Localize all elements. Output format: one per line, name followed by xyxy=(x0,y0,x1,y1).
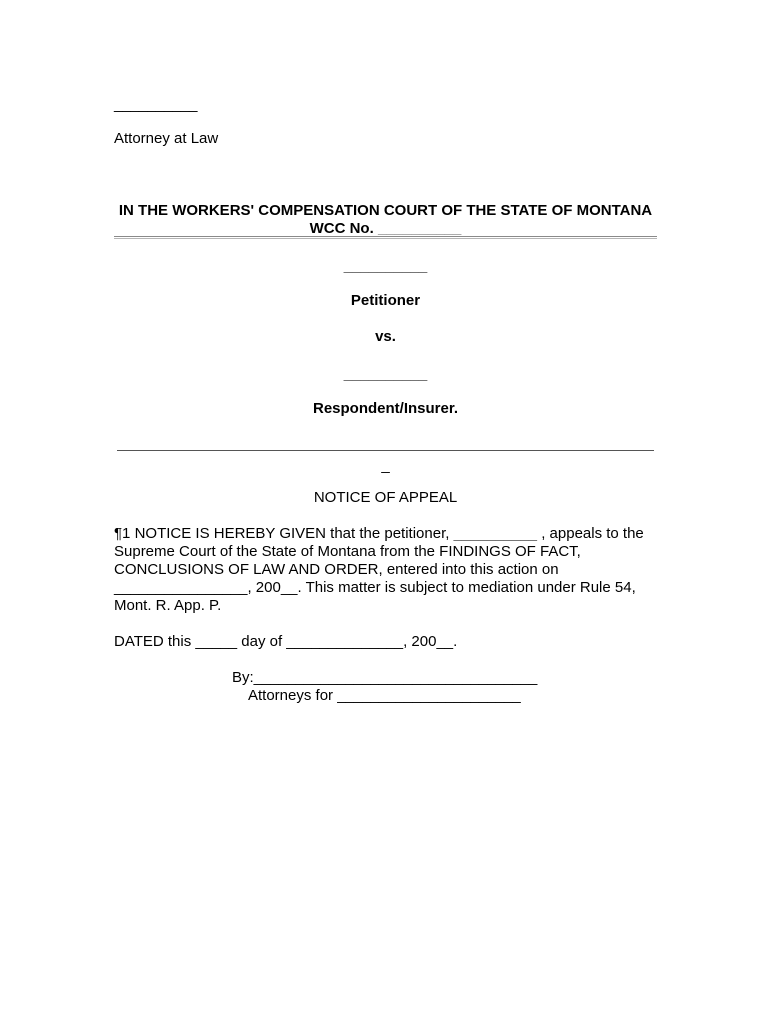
notice-paragraph-line-1 xyxy=(114,525,644,543)
petitioner-blank-inline: __________ xyxy=(453,525,538,542)
parties-divider xyxy=(117,450,654,451)
notice-line-1-end: , appeals to the xyxy=(541,525,644,542)
attorneys-for-line: Attorneys for ______________________ xyxy=(248,687,521,704)
notice-line-1-start: ¶1 NOTICE IS HEREBY GIVEN that the petitioner, xyxy=(114,525,450,542)
notice-paragraph-line-4: ________________, 200__. This matter is subject to mediation under Rule 54, xyxy=(114,579,636,596)
respondent-label: Respondent/Insurer. xyxy=(312,400,459,417)
divider-tail: _ xyxy=(381,457,390,474)
petitioner-name-blank: __________ xyxy=(343,257,428,274)
notice-paragraph-line-3: CONCLUSIONS OF LAW AND ORDER, entered into this action on xyxy=(114,561,559,578)
caption-divider xyxy=(114,236,657,239)
attorney-name-blank: __________ xyxy=(114,96,198,113)
respondent-name-blank: __________ xyxy=(343,365,428,382)
signature-by-line: By:__________________________________ xyxy=(232,669,538,686)
wcc-label: WCC No. xyxy=(309,220,374,237)
wcc-number-blank: __________ xyxy=(377,220,462,237)
notice-paragraph-line-2: Supreme Court of the State of Montana from the FINDINGS OF FACT, xyxy=(114,543,581,560)
versus-label: vs. xyxy=(375,328,396,345)
notice-paragraph-line-5: Mont. R. App. P. xyxy=(114,597,222,614)
dated-line: DATED this _____ day of ______________, 200__. xyxy=(114,633,458,650)
court-title: IN THE WORKERS' COMPENSATION COURT OF THE STATE OF MONTANA xyxy=(118,202,653,219)
attorney-title: Attorney at Law xyxy=(114,130,219,147)
petitioner-label: Petitioner xyxy=(350,292,421,309)
notice-heading: NOTICE OF APPEAL xyxy=(313,489,458,506)
